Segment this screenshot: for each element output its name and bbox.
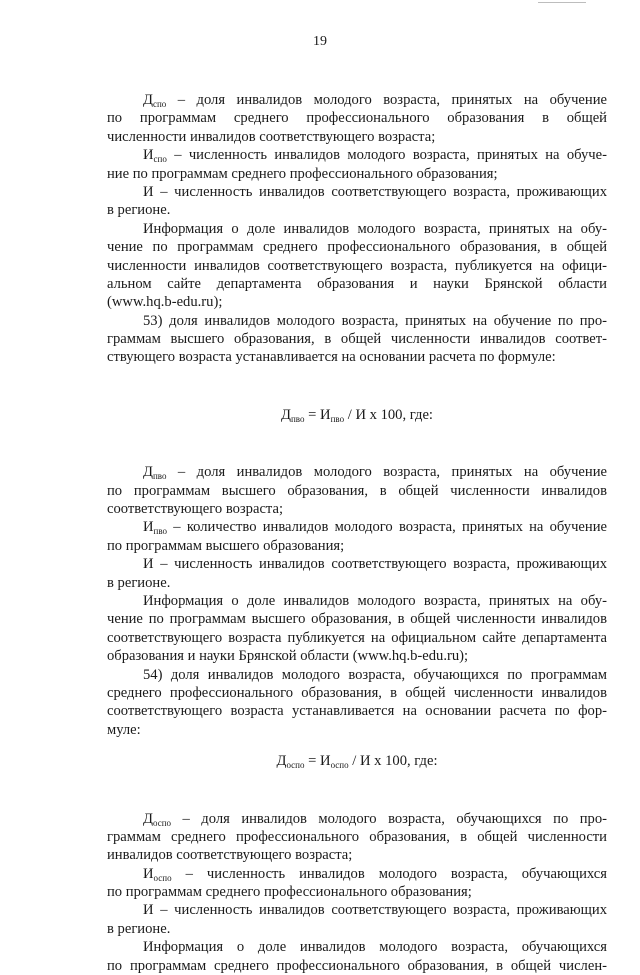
text-line: 54) доля инвалидов молодого возраста, обучающихся по программам — [143, 666, 607, 683]
text-line: альном сайте департамента образования и науки Брянской области — [107, 275, 607, 292]
text-line: соответствующего возраста устанавливается на основании расчета по фор- — [107, 703, 607, 720]
subscript: спо — [152, 99, 167, 109]
text-line: по программам среднего профессионального образования; — [107, 884, 472, 901]
text-line: Информация о доле инвалидов молодого возраста, принятых на обу- — [143, 592, 607, 609]
text-line: Информация о доле инвалидов молодого возраста, обучающихся — [143, 939, 607, 956]
block-gap — [107, 771, 607, 810]
text-line: в регионе. — [107, 574, 171, 591]
subscript: пво — [153, 526, 168, 537]
page-number: 19 — [313, 34, 327, 49]
text-line: И – численность инвалидов соответствующего возраста, проживающих — [143, 902, 607, 919]
text-line: муле: — [107, 721, 141, 738]
block-gap — [107, 739, 607, 752]
text-line: (www.hq.b-edu.ru); — [107, 294, 223, 311]
text-line: $Д_{спо}$ – доля инвалидов молодого возраста, принятых на обучение — [143, 92, 607, 109]
text-line: граммам высшего образования, в общей численности инвалидов соответ- — [107, 331, 607, 348]
formula-line: $Д_{оспо} = И_{оспо} / И$ х 100, где: — [276, 753, 438, 771]
text-line: $И_{пво}$ – количество инвалидов молодого возраста, принятых на обучение — [143, 519, 607, 537]
text-line: И – численность инвалидов соответствующего возраста, проживающих — [143, 183, 607, 200]
subscript: пво — [330, 413, 345, 424]
formula-line: $Д_{пво} = И_{пво} / И$ х 100, где: — [281, 406, 433, 424]
subscript: оспо — [330, 760, 349, 771]
subscript: пво — [290, 413, 305, 424]
text-line: по программам высшего образования, в общей численности инвалидов — [107, 482, 607, 499]
scan-artifact-line — [538, 2, 586, 3]
text-line: $Д_{оспо}$ – доля инвалидов молодого возраста, обучающихся по про- — [143, 810, 607, 828]
text-line: $Д_{пво}$ – доля инвалидов молодого возраста, принятых на обучение — [143, 464, 607, 482]
text-line: $И_{оспо}$ – численность инвалидов молодого возраста, обучающихся — [143, 865, 607, 883]
text-line: инвалидов соответствующего возраста; — [107, 847, 353, 864]
text-line: по программам среднего профессионального образования в общей — [107, 110, 607, 127]
text-line: в регионе. — [107, 920, 171, 937]
text-line: численности инвалидов соответствующего возраста, публикуется на офици- — [107, 257, 607, 274]
block-gap — [107, 367, 607, 406]
text-line: численности инвалидов соответствующего возраста; — [107, 128, 436, 145]
text-line: $И_{спо}$ – численность инвалидов молодого возраста, принятых на обуче- — [143, 147, 607, 165]
document-body — [107, 91, 607, 975]
text-line: по программам среднего профессионального образования, в общей числен- — [107, 957, 607, 974]
text-line: граммам среднего профессионального образования, в общей численности — [107, 828, 607, 845]
subscript: оспо — [152, 817, 172, 828]
text-line: в регионе. — [107, 202, 171, 219]
text-line: соответствующего возраста публикуется на официальном сайте департамента — [107, 629, 607, 646]
text-line: ние по программам среднего профессионального образования; — [107, 165, 498, 182]
text-line: Информация о доле инвалидов молодого возраста, принятых на обу- — [143, 220, 607, 237]
text-line: 53) доля инвалидов молодого возраста, принятых на обучение по про- — [143, 312, 607, 329]
text-line: образования и науки Брянской области (www.hq.b-edu.ru); — [107, 648, 469, 665]
text-line: чение по программам высшего образования, в общей численности инвалидов — [107, 611, 607, 628]
text-line: чение по программам среднего профессионального образования, в общей — [107, 239, 607, 256]
text-line: ствующего возраста устанавливается на основании расчета по формуле: — [107, 349, 556, 366]
text-line: среднего профессионального образования, в общей численности инвалидов — [107, 684, 607, 701]
subscript: пво — [152, 471, 167, 482]
text-line: И – численность инвалидов соответствующего возраста, проживающих — [143, 556, 607, 573]
text-line: соответствующего возраста; — [107, 501, 284, 518]
text-line: по программам высшего образования; — [107, 537, 345, 554]
subscript: спо — [153, 154, 167, 165]
subscript: оспо — [286, 760, 305, 771]
block-gap — [107, 424, 607, 463]
subscript: оспо — [153, 872, 172, 883]
